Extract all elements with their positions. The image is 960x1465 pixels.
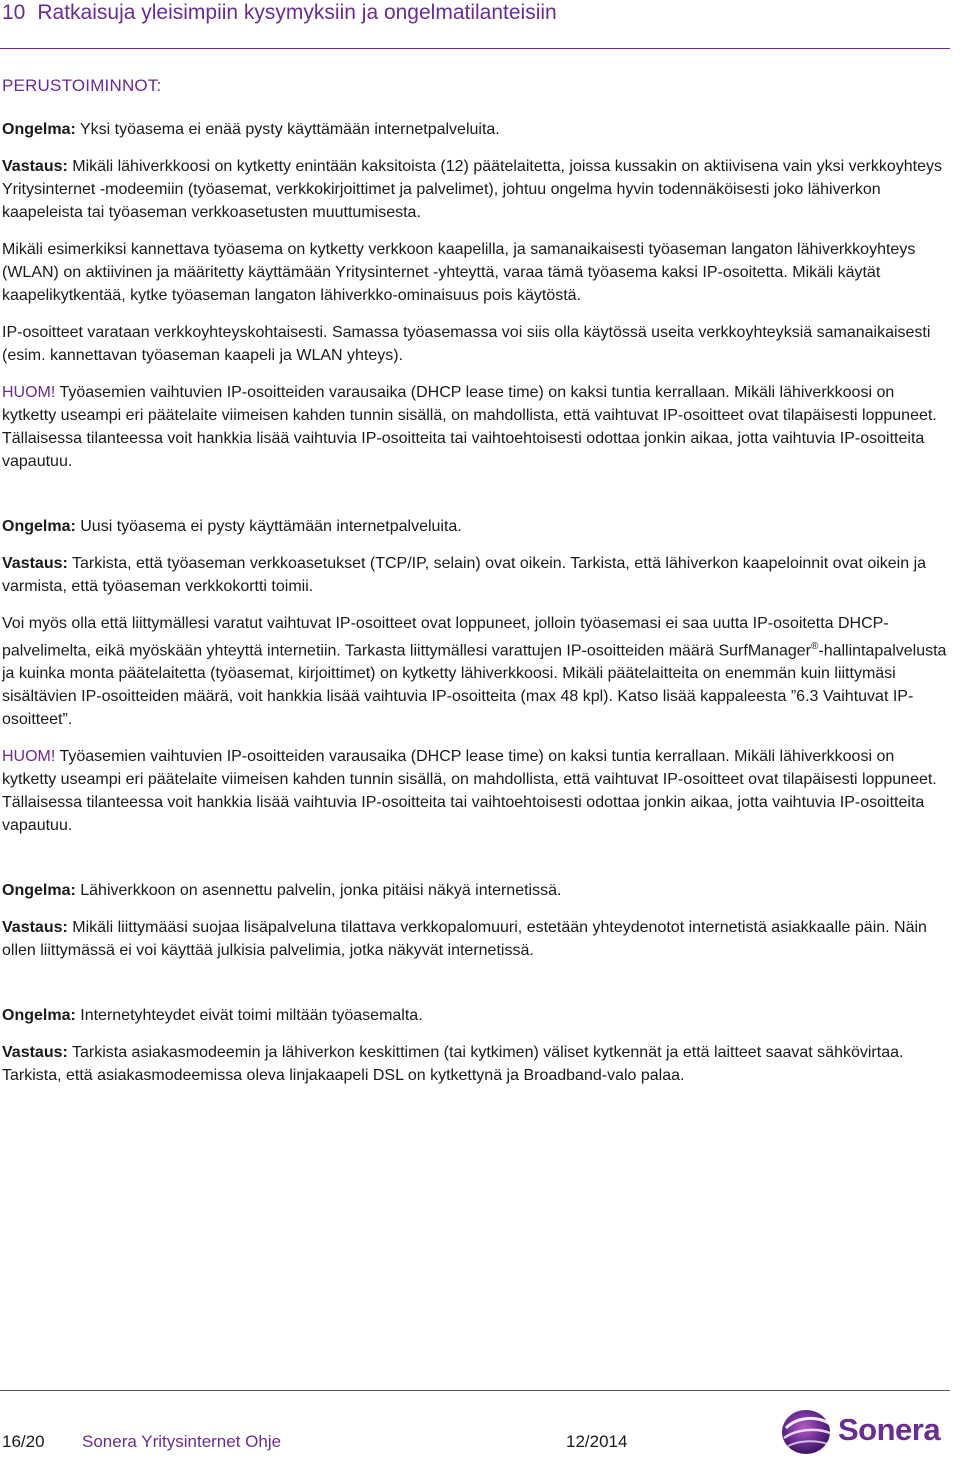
note-2: HUOM! Työasemien vaihtuvien IP-osoitteiden varausaika (DHCP lease time) on kaksi tuntia kerrallaan. Mikäli lähiverkkoosi on kytketty useampi eri päätelaite viimeisen kahden tunnin sisällä, on mahdollista, että vaihtuvat IP-osoitteet ovat tilapäisesti loppuneet. Tällaisessa tilanteessa voit hankkia lisää vaihtuvia IP-osoitteita tai vaihtoehtoisesti odottaa jonkin aikaa, jotta vaihtuvia IP-osoitteita vapautuu. xyxy=(2,748,937,835)
spacer xyxy=(2,851,948,879)
section-label: PERUSTOIMINNOT: xyxy=(2,76,162,95)
problem-1: Ongelma: Yksi työasema ei enää pysty käyttämään internetpalveluita. xyxy=(2,121,500,138)
answer-2-paragraph-2: Voi myös olla että liittymällesi varatut vaihtuvat IP-osoitteet ovat loppuneet, jolloin työasemasi ei saa uutta IP-osoitetta DHCP-palvelimelta, eikä myöskään yhteyttä internetiin. Tarkasta liittymällesi varattujen IP-osoitteiden määrä SurfManager®-hallintapalvelusta ja kuinka monta päätelaitetta (työasemat, kirjoittimet) on kytketty lähiverkkoosi. Mikäli päätelaitteita on enemmän kuin liittymäsi sisältävien IP-osoitteiden määrä, voit hankkia lisää vaihtuvia IP-osoitteita (max 48 kpl). Katso lisää kappaleesta ”6.3 Vaihtuvat IP-osoitteet”. xyxy=(2,615,947,729)
chapter-heading xyxy=(2,0,950,26)
problem-4: Ongelma: Internetyhteydet eivät toimi miltään työasemalta. xyxy=(2,1007,423,1025)
faq-content xyxy=(2,118,948,1101)
sonera-logo xyxy=(778,1402,954,1460)
note-1: HUOM! Työasemien vaihtuvien IP-osoitteiden varausaika (DHCP lease time) on kaksi tuntia kerrallaan. Mikäli lähiverkkoosi on kytketty useampi eri päätelaite viimeisen kahden tunnin sisällä, on mahdollista, että vaihtuvat IP-osoitteet ovat tilapäisesti loppuneet. Tällaisessa tilanteessa voit hankkia lisää vaihtuvia IP-osoitteita tai vaihtoehtoisesti odottaa jonkin aikaa, jotta vaihtuvia IP-osoitteita vapautuu. xyxy=(2,384,937,470)
spacer xyxy=(2,487,948,515)
footer-rule xyxy=(0,1390,950,1391)
answer-2: Vastaus: Tarkista, että työaseman verkkoasetukset (TCP/IP, selain) ovat oikein. Tarkista, että lähiverkon kaapeloinnit ovat oikein ja varmista, että työaseman verkkokortti toimii. xyxy=(2,555,927,595)
document-date: 12/2014 xyxy=(566,1432,628,1451)
logo-wordmark: Sonera xyxy=(838,1412,941,1447)
problem-2: Ongelma: Uusi työasema ei pysty käyttämään internetpalveluita. xyxy=(2,518,462,535)
chapter-number: 10 xyxy=(2,1,26,24)
heading-rule xyxy=(0,48,950,49)
answer-3: Vastaus: Mikäli liittymääsi suojaa lisäpalveluna tilattava verkkopalomuuri, estetään yhteydenotot internetistä asiakkaalle päin. Näin ollen liittymässä ei voi käyttää julkisia palvelimia, jotka näkyvät internetissä. xyxy=(2,919,927,960)
answer-1: Vastaus: Mikäli lähiverkkoosi on kytketty enintään kaksitoista (12) päätelaitetta, joissa kussakin on aktiivisena vain yksi verkkoyhteys Yritysinternet -modeemiin (työasemat, verkkokirjoittimet ja palvelimet), johtuu ongelma hyvin todennäköisesti joko lähiverkon kaapeleista tai työaseman verkkoasetusten muuttumisesta. xyxy=(2,158,942,221)
problem-3: Ongelma: Lähiverkkoon on asennettu palvelin, jonka pitäisi näkyä internetissä. xyxy=(2,882,562,900)
page-number: 16/20 xyxy=(2,1432,45,1451)
sonera-orb-icon xyxy=(778,1402,838,1460)
answer-1-paragraph-2: Mikäli esimerkiksi kannettava työasema on kytketty verkkoon kaapelilla, ja samanaikaisesti työaseman langaton lähiverkkoyhteys (WLAN) on aktiivinen ja määritetty käyttämään Yritysinternet -yhteyttä, varaa tämä työasema kaksi IP-osoitetta. Mikäli käytät kaapelikytkentää, kytke työaseman langaton lähiverkko-ominaisuus pois käytöstä. xyxy=(2,241,916,304)
answer-1-paragraph-3: IP-osoitteet varataan verkkoyhteyskohtaisesti. Samassa työasemassa voi siis olla käytössä useita verkkoyhteyksiä samanaikaisesti (esim. kannettavan työaseman kaapeli ja WLAN yhteys). xyxy=(2,324,931,364)
spacer xyxy=(2,976,948,1004)
answer-4: Vastaus: Tarkista asiakasmodeemin ja lähiverkon keskittimen (tai kytkimen) väliset kytkennät ja että laitteet saavat sähkövirtaa. Tarkista, että asiakasmodeemissa oleva linjakaapeli DSL on kytkettynä ja Broadband-valo palaa. xyxy=(2,1044,904,1085)
chapter-title: Ratkaisuja yleisimpiin kysymyksiin ja ongelmatilanteisiin xyxy=(37,1,557,24)
document-title: Sonera Yritysinternet Ohje xyxy=(82,1432,282,1451)
